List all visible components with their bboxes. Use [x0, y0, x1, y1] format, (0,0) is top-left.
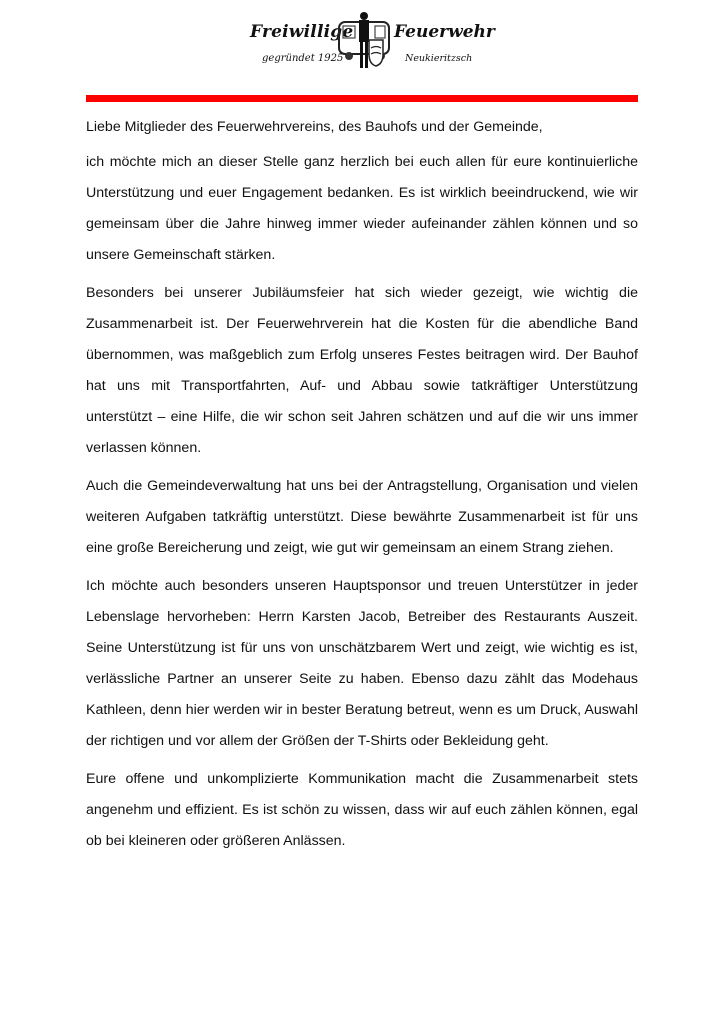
logo-founded-text: gegründet 1925 — [262, 53, 344, 64]
letterhead-logo — [240, 8, 495, 78]
letter-paragraph: Ich möchte auch besonders unseren Hauptsponsor und treuen Unterstützer in jeder Lebenslage hervorheben: Herrn Karsten Jacob, Betreiber des Restaurants Auszeit. Seine Unterstützung ist für uns von unschätzbarem Wert und zeigt, wie wichtig es ist, verlässliche Partner an unserer Seite zu haben. Ebenso dazu zählt das Modehaus Kathleen, denn hier werden wir in bester Beratung betreut, wenn es um Druck, Auswahl der richtigen und vor allem der Größen der T-Shirts oder Bekleidung geht. — [86, 578, 638, 749]
letter-paragraph: ich möchte mich an dieser Stelle ganz herzlich bei euch allen für eure kontinuierliche Unterstützung und euer Engagement bedanken. Es ist wirklich beeindruckend, wie wir gemeinsam über die Jahre hinweg immer wieder aufeinander zählen können und so unsere Gemeinschaft stärken. — [86, 154, 638, 263]
fire-truck-emblem-icon — [335, 10, 395, 78]
letter-paragraph: Auch die Gemeindeverwaltung hat uns bei der Antragstellung, Organisation und vielen weiteren Aufgaben tatkräftig unterstützt. Diese bewährte Zusammenarbeit ist für uns eine große Bereicherung und zeigt, wie gut wir gemeinsam an einem Strang ziehen. — [86, 478, 638, 556]
red-header-rule — [86, 95, 638, 102]
letter-body — [86, 112, 638, 864]
letter-salutation: Liebe Mitglieder des Feuerwehrvereins, des Bauhofs und der Gemeinde, — [86, 119, 543, 135]
letter-paragraph: Besonders bei unserer Jubiläumsfeier hat sich wieder gezeigt, wie wichtig die Zusammenarbeit ist. Der Feuerwehrverein hat die Kosten für die abendliche Band übernommen, was maßgeblich zum Erfolg unseres Festes beitragen wird. Der Bauhof hat uns mit Transportfahrten, Auf- und Abbau sowie tatkräftiger Unterstützung unterstützt – eine Hilfe, die wir schon seit Jahren schätzen und auf die wir uns immer verlassen können. — [86, 285, 638, 456]
logo-title-left: Freiwillige — [250, 22, 354, 42]
logo-location-text: Neukieritzsch — [405, 53, 473, 64]
letter-paragraph: Eure offene und unkomplizierte Kommunikation macht die Zusammenarbeit stets angenehm und effizient. Es ist schön zu wissen, dass wir auf euch zählen können, egal ob bei kleineren oder größeren Anlässen. — [86, 771, 638, 849]
logo-title-right: Feuerwehr — [394, 22, 495, 42]
